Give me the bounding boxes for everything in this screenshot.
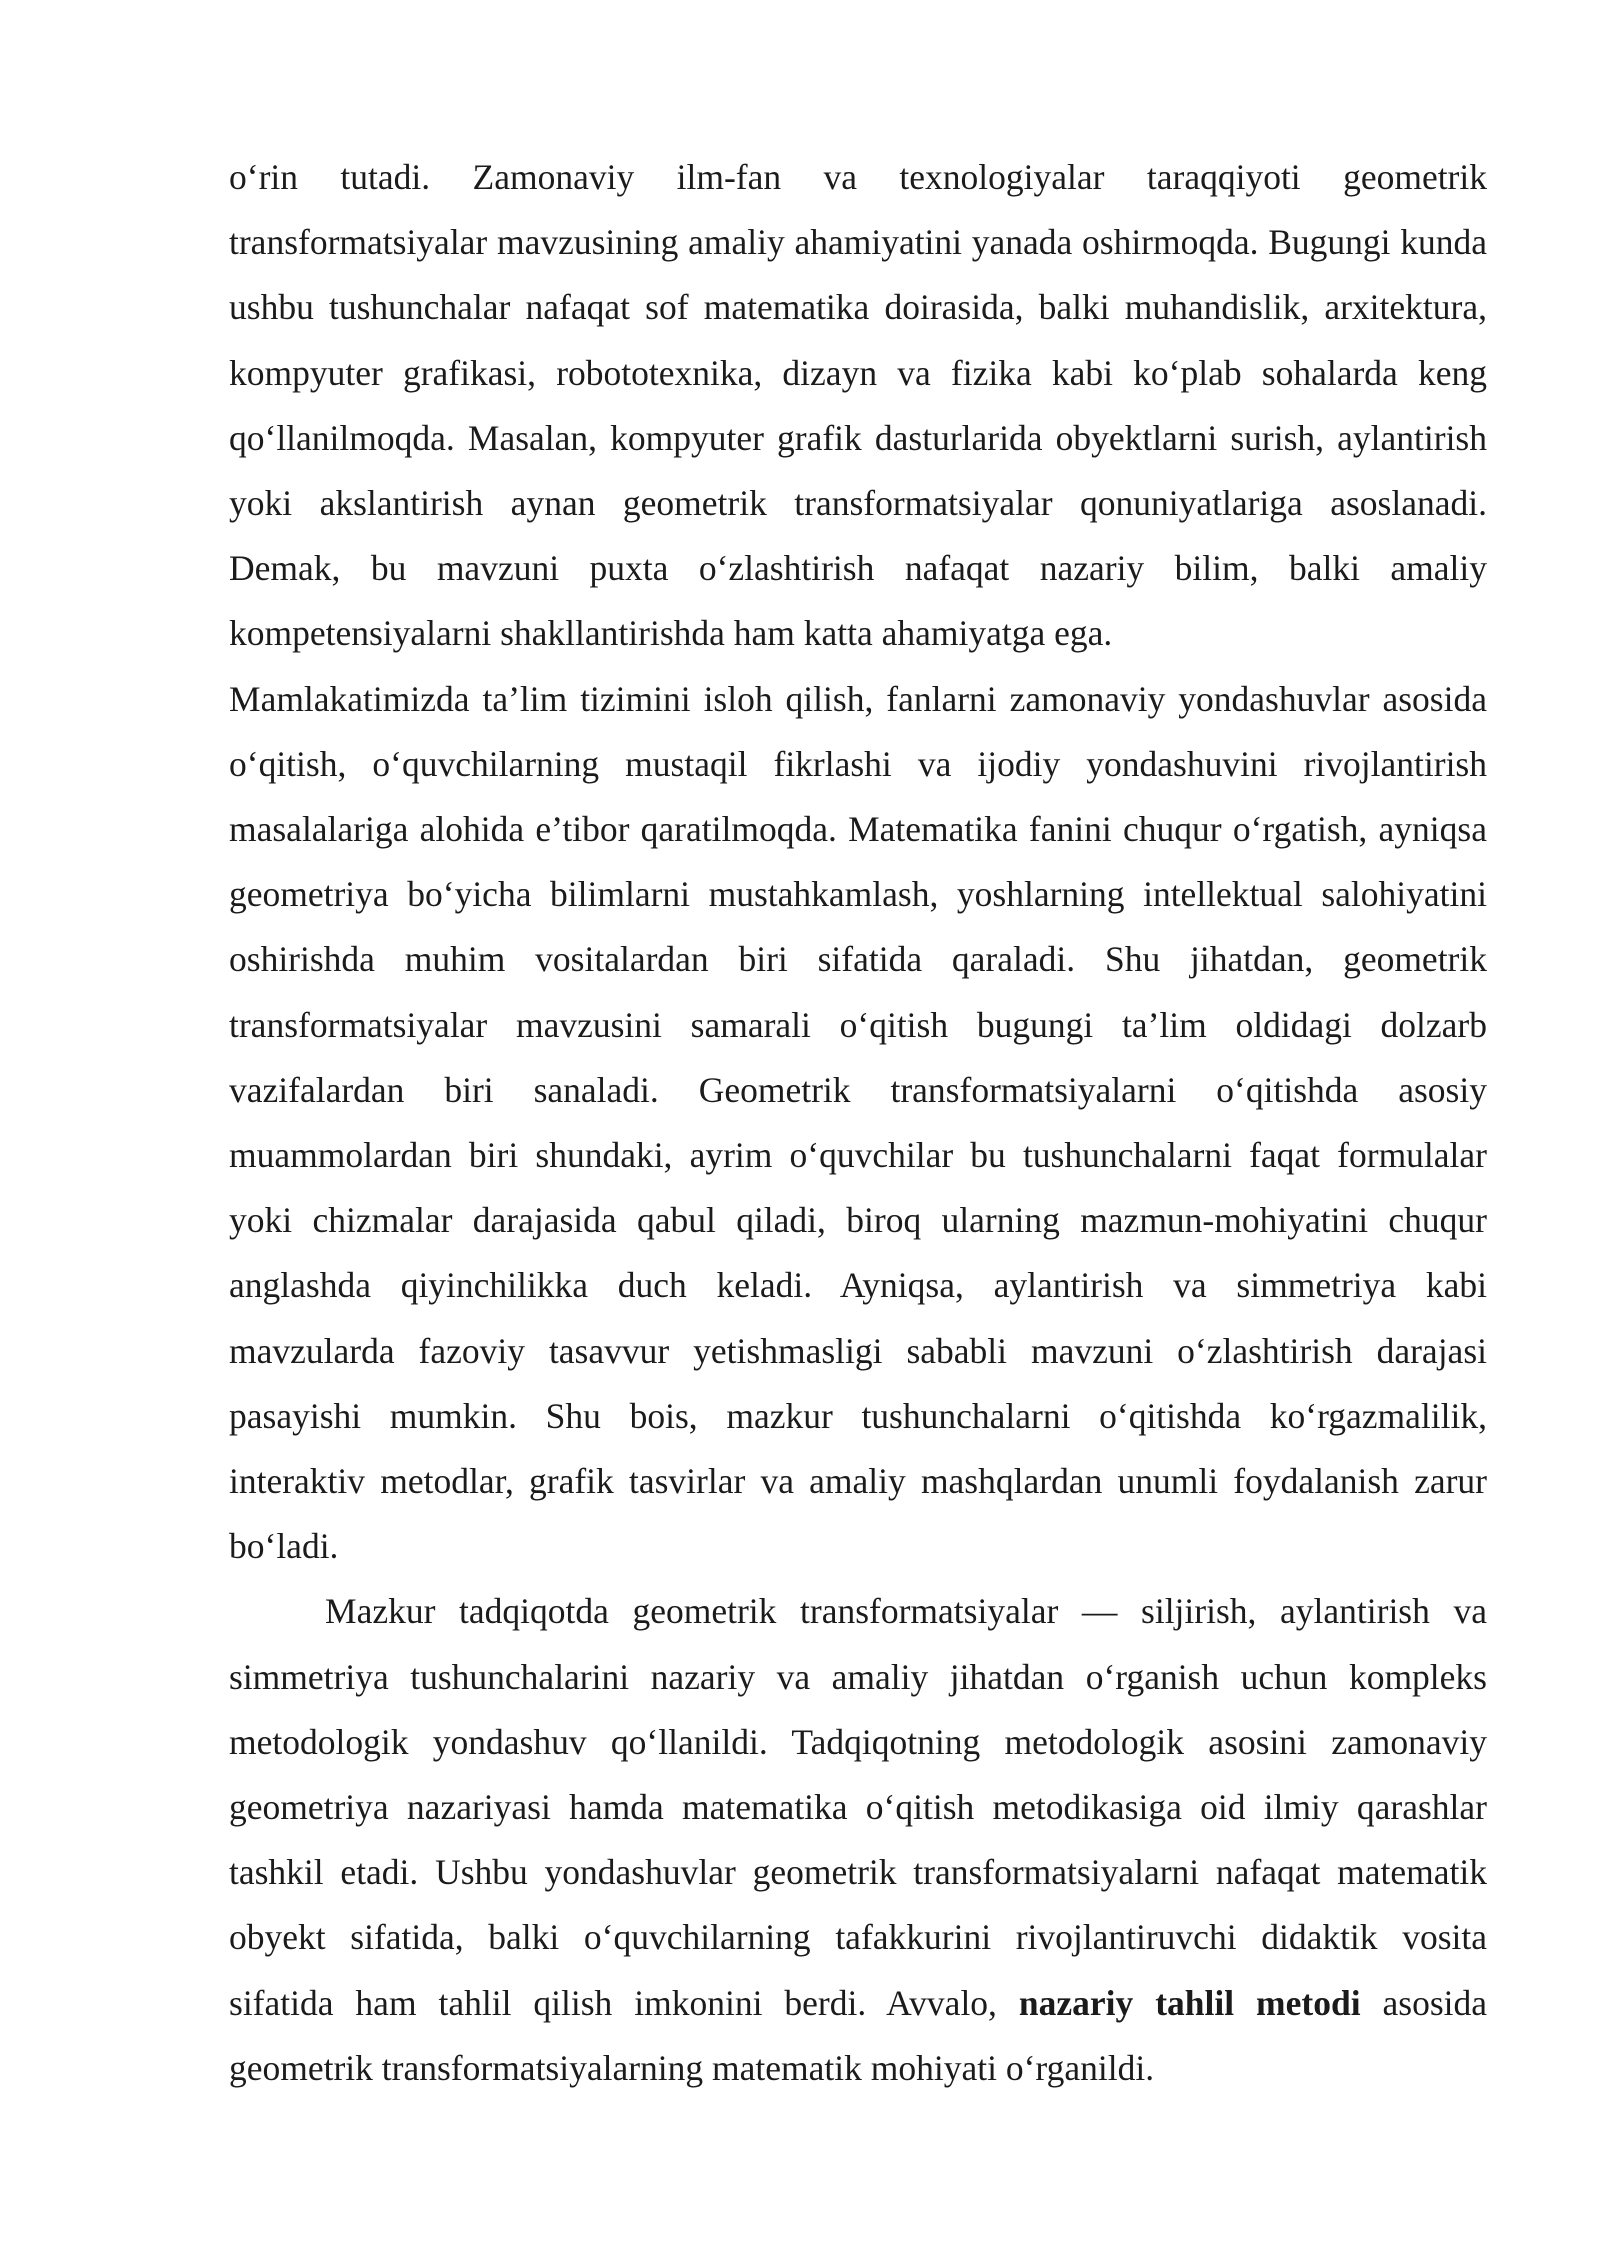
document-page	[229, 145, 1487, 2101]
paragraph-2: Mamlakatimizda ta’lim tizimini isloh qilish, fanlarni zamonaviy yondashuvlar asosida o‘qitish, o‘quvchilarning mustaqil fikrlashi va ijodiy yondashuvini rivojlantirish masalalariga alohida e’tibor qaratilmoqda. Matematika fanini chuqur o‘rgatish, ayniqsa geometriya bo‘yicha bilimlarni mustahkamlash, yoshlarning intellektual salohiyatini oshirishda muhim vositalardan biri sifatida qaraladi. Shu jihatdan, geometrik transformatsiyalar mavzusini samarali o‘qitish bugungi ta’lim oldidagi dolzarb vazifalardan biri sanaladi. Geometrik transformatsiyalarni o‘qitishda asosiy muammolardan biri shundaki, ayrim o‘quvchilar bu tushunchalarni faqat formulalar yoki chizmalar darajasida qabul qiladi, biroq ularning mazmun-mohiyatini chuqur anglashda qiyinchilikka duch keladi. Ayniqsa, aylantirish va simmetriya kabi mavzularda fazoviy tasavvur yetishmasligi sababli mavzuni o‘zlashtirish darajasi pasayishi mumkin. Shu bois, mazkur tushunchalarni o‘qitishda ko‘rgazmalilik, interaktiv metodlar, grafik tasvirlar va amaliy mashqlardan unumli foydalanish zarur bo‘ladi.	[229, 678, 1487, 1567]
paragraph-3-bold-term: nazariy tahlil metodi	[1018, 1982, 1361, 2023]
paragraph-3	[229, 1579, 1487, 2101]
paragraph-3-text-after: asosida geometrik transformatsiyalarning matematik mohiyati o‘rganildi.	[229, 1982, 1488, 2088]
paragraph-1: o‘rin tutadi. Zamonaviy ilm-fan va texnologiyalar taraqqiyoti geometrik transformatsiyalar mavzusining amaliy ahamiyatini yanada oshirmoqda. Bugungi kunda ushbu tushunchalar nafaqat sof matematika doirasida, balki muhandislik, arxitektura, kompyuter grafikasi, robototexnika, dizayn va fizika kabi ko‘plab sohalarda keng qo‘llanilmoqda. Masalan, kompyuter grafik dasturlarida obyektlarni surish, aylantirish yoki akslantirish aynan geometrik transformatsiyalar qonuniyatlariga asoslanadi. Demak, bu mavzuni puxta o‘zlashtirish nafaqat nazariy bilim, balki amaliy kompetensiyalarni shakllantirishda ham katta ahamiyatga ega.	[229, 157, 1487, 654]
paragraph-3-text-before: Mazkur tadqiqotda geometrik transformatsiyalar — siljirish, aylantirish va simmetriya tushunchalarini nazariy va amaliy jihatdan o‘rganish uchun kompleks metodologik yondashuv qo‘llanildi. Tadqiqotning metodologik asosini zamonaviy geometriya nazariyasi hamda matematika o‘qitish metodikasiga oid ilmiy qarashlar tashkil etadi. Ushbu yondashuvlar geometrik transformatsiyalarni nafaqat matematik obyekt sifatida, balki o‘quvchilarning tafakkurini rivojlantiruvchi didaktik vosita sifatida ham tahlil qilish imkonini berdi. Avvalo,	[229, 1591, 1487, 2023]
